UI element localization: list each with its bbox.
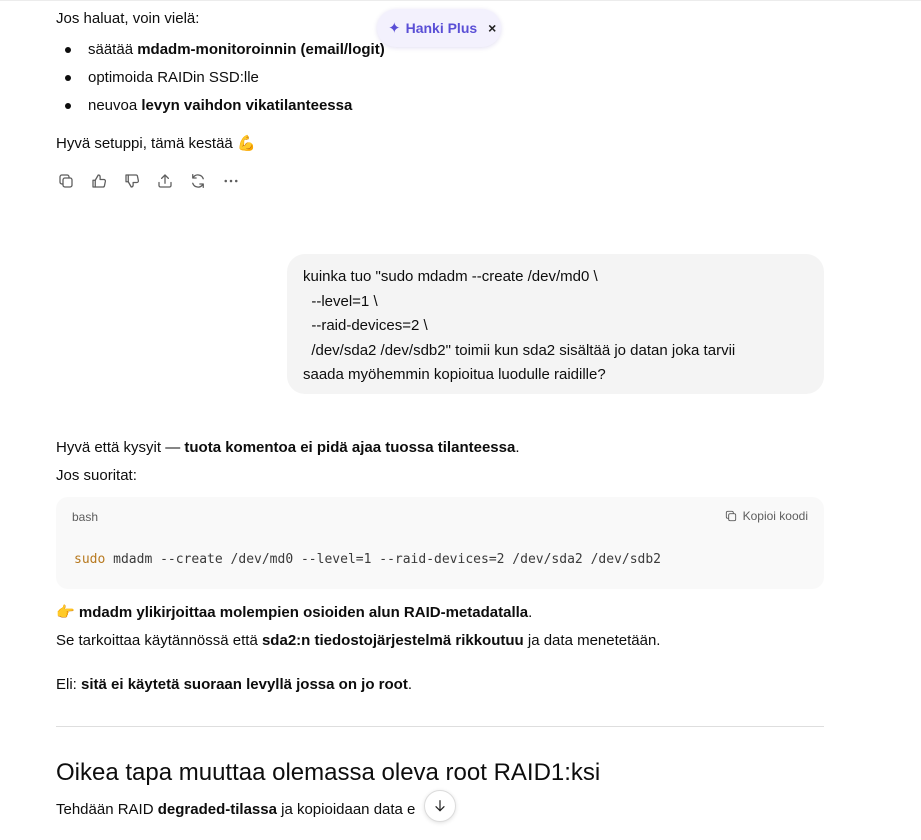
copy-button[interactable]: [56, 170, 89, 192]
thumbs-up-icon: [90, 172, 108, 190]
more-button[interactable]: [221, 170, 254, 192]
flexed-biceps-emoji: 💪: [236, 134, 256, 152]
list-item: optimoida RAIDin SSD:lle: [56, 64, 385, 92]
section-divider: [56, 726, 824, 727]
user-message-line: /dev/sda2 /dev/sdb2" toimii kun sda2 sisältää jo datan joka tarvii: [303, 341, 736, 359]
list-item: neuvoa levyn vaihdon vikatilanteessa: [56, 92, 385, 120]
reply-line: Eli: sitä ei käytetä suoraan levyllä jossa on jo root.: [56, 676, 412, 693]
thumbs-down-icon: [123, 172, 141, 190]
reply-warning: 👉 mdadm ylikirjoittaa molempien osioiden alun RAID-metadatalla.: [56, 603, 533, 621]
user-message-bubble: [287, 254, 824, 394]
code-command: sudo mdadm --create /dev/md0 --level=1 --raid-devices=2 /dev/sda2 /dev/sdb2: [74, 552, 662, 567]
reply-intro: Jos haluat, voin vielä:: [56, 10, 200, 27]
regenerate-icon: [189, 172, 207, 190]
pointing-hand-emoji: 👉: [56, 603, 75, 621]
user-message-line: --level=1 \: [303, 292, 378, 310]
user-message-line: kuinka tuo "sudo mdadm --create /dev/md0 \: [303, 268, 598, 285]
copy-icon: [57, 172, 75, 190]
more-icon: [222, 172, 240, 190]
reply-line: Se tarkoittaa käytännössä että sda2:n tiedostojärjestelmä rikkoutuu ja data menetetään.: [56, 632, 661, 649]
copy-code-label: Kopioi koodi: [742, 509, 808, 523]
reply-line: Jos suoritat:: [56, 467, 137, 484]
sparkle-icon: ✦: [388, 20, 401, 37]
message-actions: [56, 170, 254, 192]
copy-code-button[interactable]: [724, 509, 808, 523]
section-heading: Oikea tapa muuttaa olemassa oleva root RAID1:ksi: [56, 759, 601, 786]
code-language-label: bash: [72, 510, 99, 524]
share-button[interactable]: [155, 170, 188, 192]
good-response-button[interactable]: [89, 170, 122, 192]
get-plus-pill[interactable]: [377, 9, 501, 47]
arrow-down-icon: [432, 798, 448, 814]
top-border: [0, 0, 921, 1]
suggestion-list: [56, 36, 385, 120]
user-message-line: --raid-devices=2 \: [303, 317, 428, 334]
bad-response-button[interactable]: [122, 170, 155, 192]
reply-line: Hyvä että kysyit — tuota komentoa ei pidä ajaa tuossa tilanteessa.: [56, 439, 520, 456]
reply-line: Tehdään RAID degraded-tilassa ja kopioidaan data e: [56, 801, 416, 818]
user-message-line: saada myöhemmin kopioitua luodulle raidille?: [303, 366, 606, 383]
scroll-to-bottom-button[interactable]: [424, 790, 456, 822]
reply-closing: Hyvä setuppi, tämä kestää 💪: [56, 134, 256, 152]
regenerate-button[interactable]: [188, 170, 221, 192]
list-item: säätää mdadm-monitoroinnin (email/logit): [56, 36, 385, 64]
get-plus-label: Hanki Plus: [405, 20, 478, 36]
share-icon: [156, 172, 174, 190]
code-block: [56, 497, 824, 589]
copy-icon: [724, 509, 738, 523]
close-icon[interactable]: ×: [488, 20, 497, 36]
